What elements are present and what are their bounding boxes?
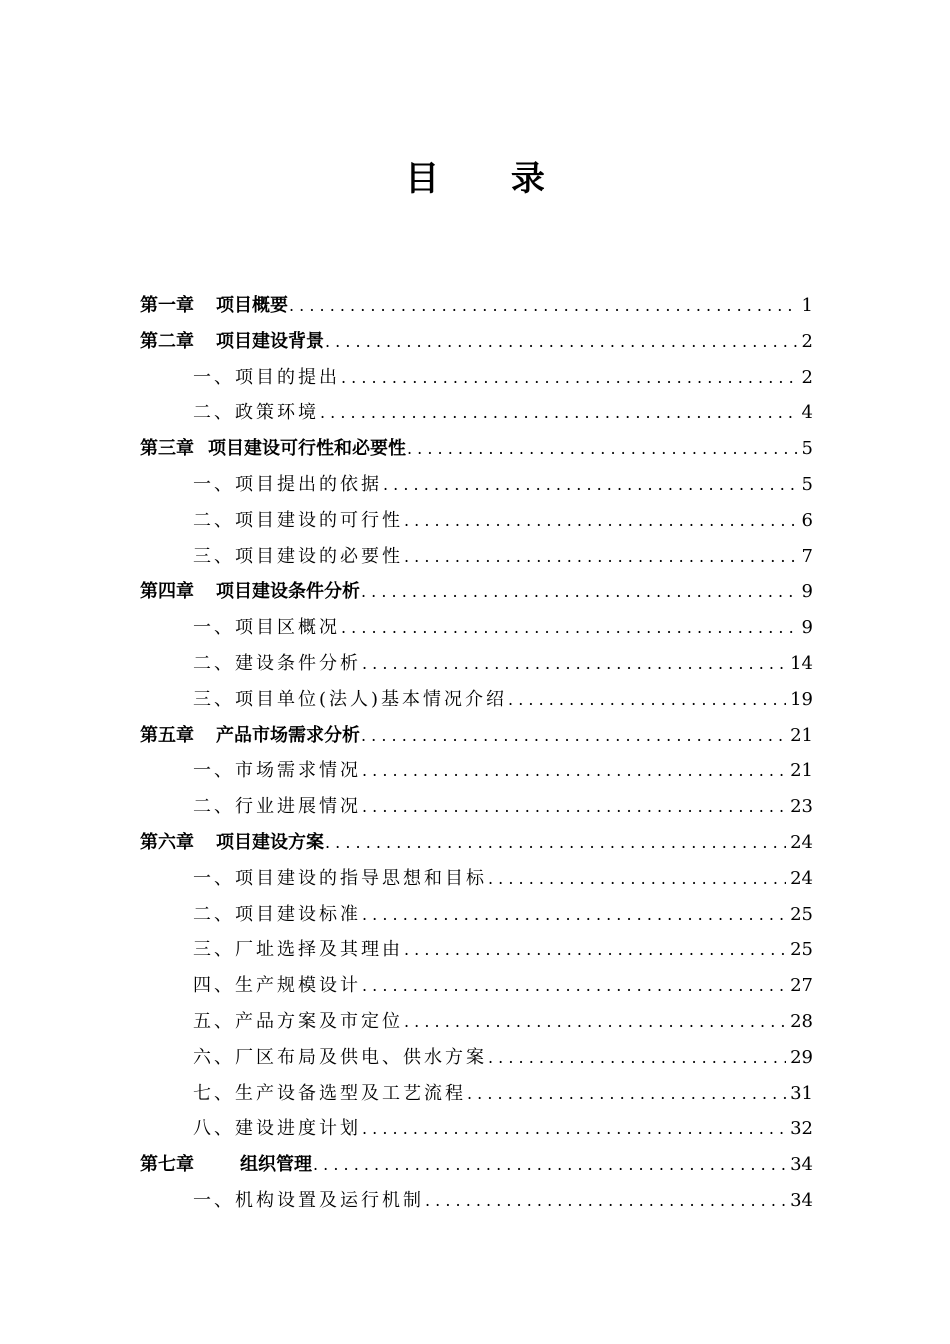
page-number: 21 xyxy=(790,760,813,782)
dot-leader xyxy=(341,610,798,646)
chapter-title: 项目建设背景 xyxy=(216,330,324,352)
section-title: 八、建设进度计划 xyxy=(193,1118,361,1140)
page-number: 19 xyxy=(790,688,813,710)
dot-leader xyxy=(488,861,786,897)
section-title: 一、项目区概况 xyxy=(193,617,340,639)
page-number: 4 xyxy=(801,402,813,424)
dot-leader xyxy=(361,574,798,610)
chapter-number: 第一章 xyxy=(140,295,194,316)
toc-chapter-row[interactable] xyxy=(140,718,813,754)
dot-leader xyxy=(425,1183,786,1219)
section-title: 二、建设条件分析 xyxy=(193,652,361,674)
page-number: 7 xyxy=(801,545,813,567)
section-title: 二、项目建设标准 xyxy=(193,903,361,925)
page-number: 14 xyxy=(790,652,813,674)
dot-leader xyxy=(404,1004,786,1040)
section-title: 一、市场需求情况 xyxy=(193,760,361,782)
dot-leader xyxy=(362,646,786,682)
section-title: 三、项目单位(法人)基本情况介绍 xyxy=(193,688,508,710)
dot-leader xyxy=(289,288,798,324)
toc-chapter-row[interactable] xyxy=(140,431,813,467)
toc-section-row[interactable] xyxy=(140,897,813,933)
dot-leader xyxy=(508,682,786,718)
page-number: 5 xyxy=(801,438,813,460)
page-number: 27 xyxy=(790,975,813,997)
chapter-title: 项目概要 xyxy=(216,295,288,316)
dot-leader xyxy=(404,539,798,575)
page-title: 目 录 xyxy=(405,159,575,199)
section-title: 五、产品方案及市定位 xyxy=(193,1010,403,1032)
toc-section-row[interactable] xyxy=(140,789,813,825)
toc-section-row[interactable] xyxy=(140,539,813,575)
toc-chapter-row[interactable] xyxy=(140,1147,813,1183)
table-of-contents xyxy=(140,288,813,1219)
toc-entry-label xyxy=(140,825,324,861)
section-title: 二、政策环境 xyxy=(193,402,319,424)
section-title: 三、厂址选择及其理由 xyxy=(193,939,403,961)
page-number: 9 xyxy=(801,581,813,603)
section-title: 一、项目的提出 xyxy=(193,366,340,388)
page-number: 29 xyxy=(790,1046,813,1068)
page-number: 5 xyxy=(801,473,813,495)
toc-entry-label xyxy=(140,288,288,324)
toc-section-row[interactable] xyxy=(140,932,813,968)
section-title: 三、项目建设的必要性 xyxy=(193,545,403,567)
dot-leader xyxy=(383,467,798,503)
page-number: 25 xyxy=(790,903,813,925)
toc-section-row[interactable] xyxy=(140,646,813,682)
page-number: 6 xyxy=(801,509,813,531)
section-title: 二、项目建设的可行性 xyxy=(193,509,403,531)
chapter-title: 项目建设可行性和必要性 xyxy=(208,438,406,460)
chapter-title: 项目建设方案 xyxy=(216,831,324,853)
toc-section-row[interactable] xyxy=(140,360,813,396)
section-title: 二、行业进展情况 xyxy=(193,796,361,818)
page-number: 1 xyxy=(801,295,813,316)
page-number: 31 xyxy=(790,1082,813,1104)
dot-leader xyxy=(362,968,786,1004)
dot-leader xyxy=(404,932,786,968)
chapter-number: 第二章 xyxy=(140,330,194,352)
dot-leader xyxy=(467,1076,786,1112)
toc-section-row[interactable] xyxy=(140,753,813,789)
dot-leader xyxy=(362,789,786,825)
toc-section-row[interactable] xyxy=(140,503,813,539)
toc-section-row[interactable] xyxy=(140,1111,813,1147)
dot-leader xyxy=(404,503,798,539)
chapter-number: 第三章 xyxy=(140,438,194,460)
chapter-number: 第四章 xyxy=(140,581,194,603)
toc-section-row[interactable] xyxy=(140,1183,813,1219)
toc-section-row[interactable] xyxy=(140,610,813,646)
dot-leader xyxy=(325,324,798,360)
toc-section-row[interactable] xyxy=(140,861,813,897)
toc-entry-label xyxy=(140,324,324,360)
toc-chapter-row[interactable] xyxy=(140,825,813,861)
toc-section-row[interactable] xyxy=(140,395,813,431)
dot-leader xyxy=(362,1111,786,1147)
toc-section-row[interactable] xyxy=(140,682,813,718)
section-title: 一、项目建设的指导思想和目标 xyxy=(193,867,487,889)
section-title: 六、厂区布局及供电、供水方案 xyxy=(193,1046,487,1068)
section-title: 七、生产设备选型及工艺流程 xyxy=(193,1082,466,1104)
chapter-title: 组织管理 xyxy=(240,1154,312,1176)
toc-section-row[interactable] xyxy=(140,1076,813,1112)
page-number: 2 xyxy=(801,330,813,352)
toc-chapter-row[interactable] xyxy=(140,288,813,324)
dot-leader xyxy=(362,897,786,933)
toc-chapter-row[interactable] xyxy=(140,324,813,360)
section-title: 一、项目提出的依据 xyxy=(193,473,382,495)
toc-entry-label xyxy=(140,1147,312,1183)
page-number: 2 xyxy=(801,366,813,388)
dot-leader xyxy=(361,718,786,754)
toc-section-row[interactable] xyxy=(140,968,813,1004)
dot-leader xyxy=(488,1040,786,1076)
section-title: 一、机构设置及运行机制 xyxy=(193,1189,424,1211)
page-number: 34 xyxy=(790,1154,813,1176)
page-number: 32 xyxy=(790,1118,813,1140)
toc-entry-label xyxy=(140,431,406,467)
dot-leader xyxy=(313,1147,786,1183)
chapter-number: 第七章 xyxy=(140,1154,194,1176)
toc-section-row[interactable] xyxy=(140,1040,813,1076)
dot-leader xyxy=(407,431,798,467)
chapter-title: 产品市场需求分析 xyxy=(216,724,360,746)
page-number: 28 xyxy=(790,1010,813,1032)
page-number: 34 xyxy=(790,1189,813,1211)
toc-chapter-row[interactable] xyxy=(140,574,813,610)
dot-leader xyxy=(320,395,798,431)
dot-leader xyxy=(362,753,786,789)
toc-section-row[interactable] xyxy=(140,1004,813,1040)
chapter-number: 第六章 xyxy=(140,831,194,853)
chapter-number: 第五章 xyxy=(140,724,194,746)
page-number: 23 xyxy=(790,796,813,818)
dot-leader xyxy=(341,360,798,396)
chapter-title: 项目建设条件分析 xyxy=(216,581,360,603)
page-number: 21 xyxy=(790,724,813,746)
page-number: 9 xyxy=(801,617,813,639)
page-number: 25 xyxy=(790,939,813,961)
dot-leader xyxy=(325,825,786,861)
toc-section-row[interactable] xyxy=(140,467,813,503)
page-number: 24 xyxy=(790,867,813,889)
section-title: 四、生产规模设计 xyxy=(193,975,361,997)
toc-entry-label xyxy=(140,574,360,610)
toc-entry-label xyxy=(140,718,360,754)
page-number: 24 xyxy=(790,831,813,853)
